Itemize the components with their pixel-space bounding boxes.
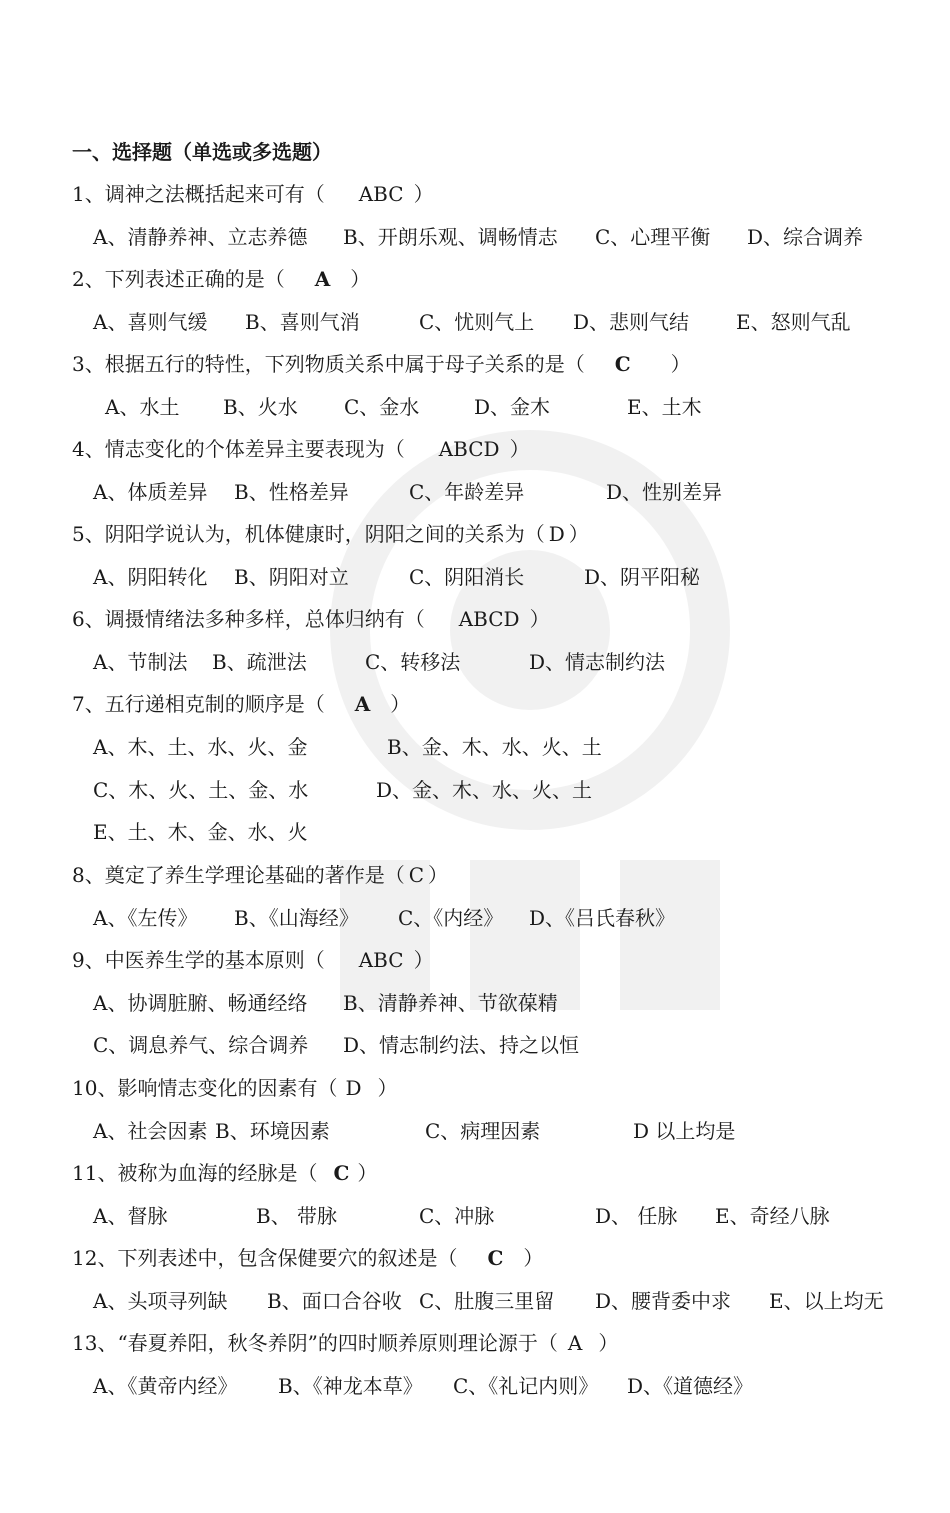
- option: B、环境因素: [215, 1119, 330, 1143]
- section-title: 一、选择题（单选或多选题）: [72, 140, 332, 164]
- question-stem-end: ）: [357, 1161, 378, 1185]
- answer: A: [567, 1331, 583, 1355]
- option: E、怒则气乱: [736, 310, 851, 334]
- question-8-options: [93, 904, 913, 932]
- question-6-options: [93, 648, 913, 676]
- option: C、忧则气上: [419, 310, 535, 334]
- question-3-options: [93, 393, 913, 421]
- question-9-options-row-2: [93, 1031, 913, 1059]
- option: D、悲则气结: [573, 310, 690, 334]
- question-4: [72, 435, 530, 463]
- question-7: [72, 690, 410, 718]
- question-12-options: [93, 1287, 913, 1315]
- question-4-options: [93, 478, 913, 506]
- question-stem-end: ）: [529, 607, 550, 631]
- question-stem: 4、情志变化的个体差异主要表现为（: [72, 437, 405, 461]
- question-stem: 7、五行递相克制的顺序是（: [72, 692, 325, 716]
- option: C、冲脉: [419, 1204, 495, 1228]
- option: A、《黄帝内经》: [93, 1374, 238, 1398]
- answer: C: [614, 352, 631, 376]
- option: B、清静养神、节欲葆精: [343, 991, 558, 1015]
- option: C、《内经》: [398, 906, 504, 930]
- answer: D: [345, 1076, 362, 1100]
- question-2-options: [93, 308, 913, 336]
- answer: ABC: [358, 182, 404, 206]
- option: E、奇经八脉: [715, 1204, 830, 1228]
- answer: ABCD: [438, 437, 500, 461]
- question-1: [72, 180, 434, 208]
- question-stem-end: ）: [413, 182, 434, 206]
- question-2: [72, 265, 370, 293]
- option: D、金、木、水、火、土: [376, 778, 593, 802]
- question-stem: 1、调神之法概括起来可有（: [72, 182, 325, 206]
- question-7-options-row-3: [93, 818, 913, 846]
- answer: C: [333, 1161, 350, 1185]
- answer: C: [487, 1246, 504, 1270]
- question-9: [72, 946, 434, 974]
- question-stem: 6、调摄情绪法多种多样，总体归纳有（: [72, 607, 425, 631]
- question-7-options-row-1: [93, 733, 913, 761]
- option: B、疏泄法: [212, 650, 307, 674]
- option: B、喜则气消: [245, 310, 360, 334]
- question-stem: 5、阴阳学说认为，机体健康时，阴阳之间的关系为（: [72, 522, 545, 546]
- option: D、性别差异: [606, 480, 723, 504]
- question-11-options: [93, 1202, 913, 1230]
- option: C、转移法: [365, 650, 461, 674]
- option: B、 带脉: [256, 1204, 338, 1228]
- option: A、体质差异: [93, 480, 208, 504]
- question-stem: 10、影响情志变化的因素有（: [72, 1076, 338, 1100]
- option: A、《左传》: [93, 906, 198, 930]
- option: A、协调脏腑、畅通经络: [93, 991, 308, 1015]
- question-5: [72, 520, 589, 548]
- option: C、调息养气、综合调养: [93, 1033, 309, 1057]
- option: C、阴阳消长: [409, 565, 525, 589]
- option: A、督脉: [93, 1204, 168, 1228]
- option: C、《礼记内则》: [453, 1374, 599, 1398]
- question-11: [72, 1159, 377, 1187]
- question-stem: 2、下列表述正确的是（: [72, 267, 285, 291]
- option: A、喜则气缓: [93, 310, 208, 334]
- option: D、 任脉: [595, 1204, 678, 1228]
- question-stem: 9、中医养生学的基本原则（: [72, 948, 325, 972]
- option: B、阴阳对立: [234, 565, 349, 589]
- option: A、水土: [105, 395, 180, 419]
- question-9-options-row-1: [93, 989, 913, 1017]
- question-stem-end: ）: [568, 522, 589, 546]
- option: A、社会因素: [93, 1119, 208, 1143]
- question-stem-end: ）: [428, 863, 449, 887]
- question-13: [72, 1329, 618, 1357]
- option: B、火水: [223, 395, 298, 419]
- question-stem-end: ）: [377, 1076, 398, 1100]
- option: B、开朗乐观、调畅情志: [343, 225, 558, 249]
- option: B、金、木、水、火、土: [387, 735, 602, 759]
- question-1-options: [93, 223, 913, 251]
- option: D、金木: [474, 395, 551, 419]
- question-7-options-row-2: [93, 776, 913, 804]
- question-stem-end: ）: [350, 267, 371, 291]
- question-5-options: [93, 563, 913, 591]
- option: D 以上均是: [633, 1119, 736, 1143]
- question-stem-end: ）: [509, 437, 530, 461]
- option: D、情志制约法: [529, 650, 666, 674]
- question-stem: 11、被称为血海的经脉是（: [72, 1161, 318, 1185]
- option: C、病理因素: [425, 1119, 541, 1143]
- option: B、《山海经》: [234, 906, 359, 930]
- question-stem-end: ）: [670, 352, 691, 376]
- option: A、头项寻列缺: [93, 1289, 228, 1313]
- option: A、阴阳转化: [93, 565, 208, 589]
- option: D、综合调养: [747, 225, 864, 249]
- question-stem: 12、下列表述中，包含保健要穴的叙述是（: [72, 1246, 458, 1270]
- option: D、《吕氏春秋》: [529, 906, 676, 930]
- answer: ABCD: [458, 607, 520, 631]
- question-10-options: [93, 1117, 913, 1145]
- question-3: [72, 350, 691, 378]
- option: E、土、木、金、水、火: [93, 820, 308, 844]
- option: B、《神龙本草》: [278, 1374, 423, 1398]
- question-stem-end: ）: [598, 1331, 619, 1355]
- question-stem-end: ）: [523, 1246, 544, 1270]
- option: C、年龄差异: [409, 480, 525, 504]
- option: A、木、土、水、火、金: [93, 735, 308, 759]
- option: E、以上均无: [769, 1289, 884, 1313]
- option: C、木、火、土、金、水: [93, 778, 309, 802]
- answer: ABC: [358, 948, 404, 972]
- question-stem-end: ）: [390, 692, 411, 716]
- answer: C: [408, 863, 425, 887]
- option: C、肚腹三里留: [419, 1289, 555, 1313]
- option: B、面口合谷收: [267, 1289, 402, 1313]
- question-stem: 3、根据五行的特性，下列物质关系中属于母子关系的是（: [72, 352, 585, 376]
- answer: A: [314, 267, 331, 291]
- option: A、节制法: [93, 650, 188, 674]
- question-stem-end: ）: [413, 948, 434, 972]
- option: D、情志制约法、持之以恒: [343, 1033, 580, 1057]
- option: D、《道德经》: [627, 1374, 754, 1398]
- question-10: [72, 1074, 398, 1102]
- question-6: [72, 605, 550, 633]
- option: D、阴平阳秘: [584, 565, 701, 589]
- option: B、性格差异: [234, 480, 349, 504]
- option: C、金水: [344, 395, 420, 419]
- answer: D: [548, 522, 565, 546]
- question-8: [72, 861, 448, 889]
- question-13-options: [93, 1372, 913, 1400]
- option: C、心理平衡: [595, 225, 711, 249]
- answer: A: [354, 692, 371, 716]
- option: A、清静养神、立志养德: [93, 225, 308, 249]
- question-stem: 8、奠定了养生学理论基础的著作是（: [72, 863, 405, 887]
- option: D、腰背委中求: [595, 1289, 732, 1313]
- question-stem: 13、“春夏养阳，秋冬养阴”的四时顺养原则理论源于（: [72, 1331, 558, 1355]
- question-12: [72, 1244, 543, 1272]
- option: E、土木: [627, 395, 702, 419]
